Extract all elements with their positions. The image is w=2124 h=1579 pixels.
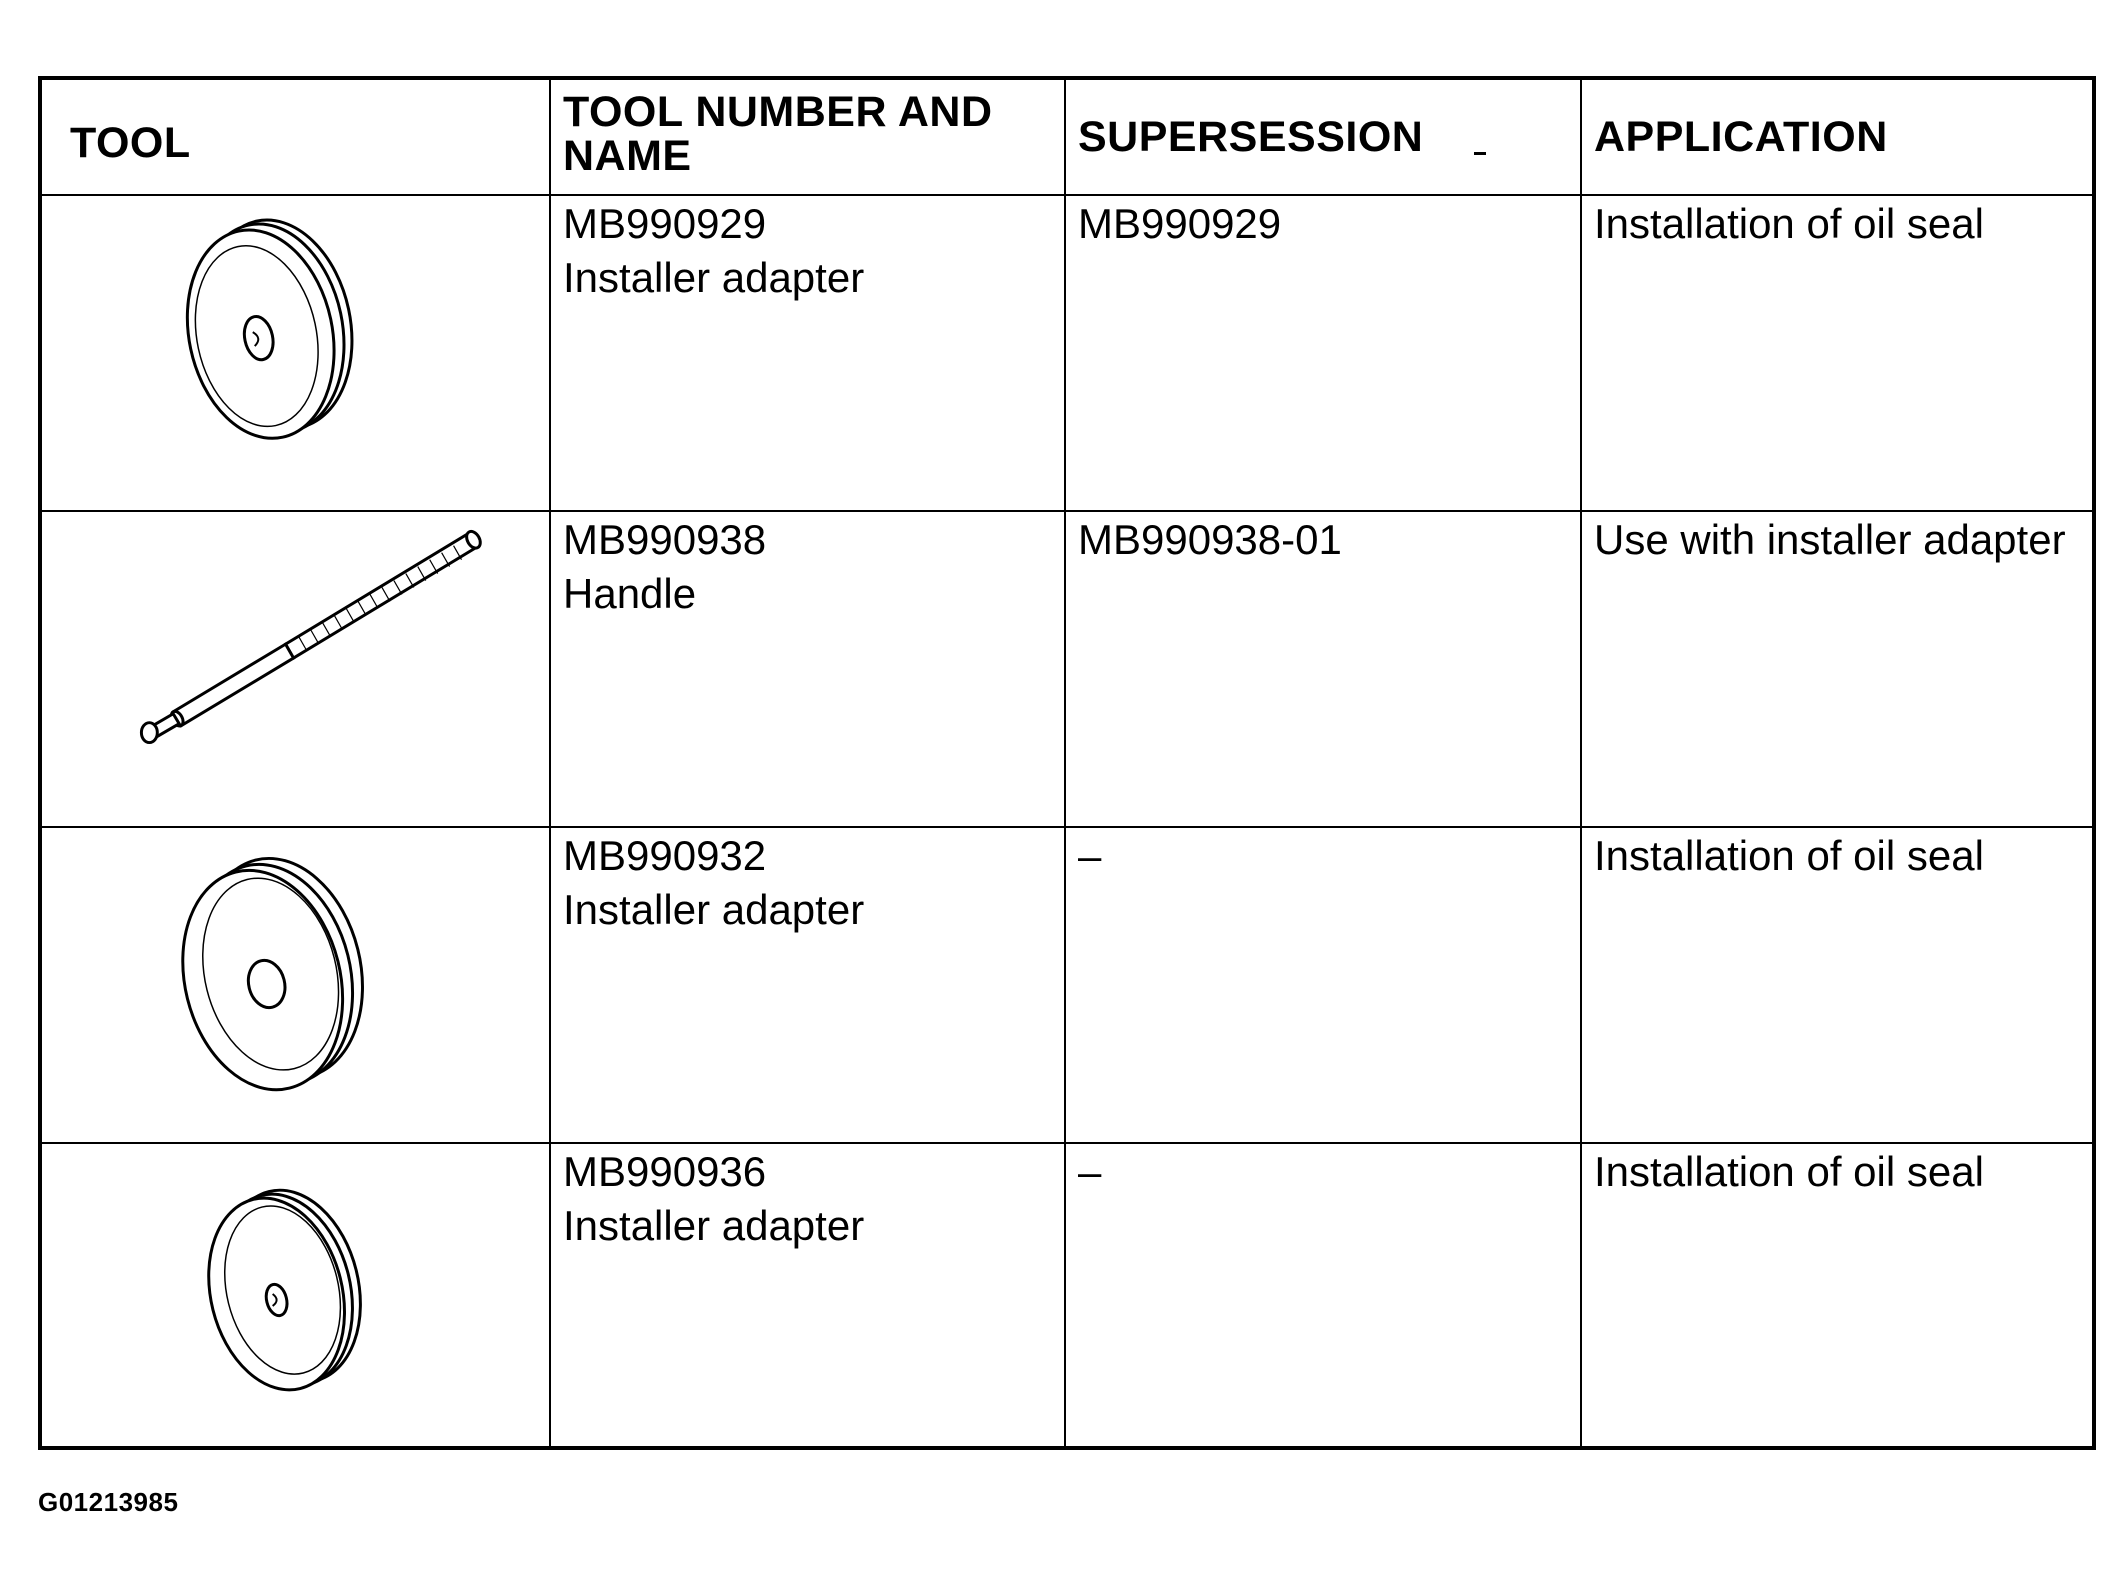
tool-name: Installer adapter [563,254,865,301]
figure-code: G01213985 [38,1487,179,1517]
application-value: Installation of oil seal [1594,1148,1984,1195]
header-supersession [1065,78,1581,195]
tool-number: MB990929 [563,200,767,247]
application-value: Use with installer adapter [1594,516,2066,563]
installer-adapter-icon [42,1144,549,1446]
supersession-cell [1065,827,1581,1143]
tool-number: MB990936 [563,1148,767,1195]
tool-illustration-cell [40,1143,550,1448]
tool-name: Handle [563,570,697,617]
application-cell [1581,1143,2094,1448]
application-value: Installation of oil seal [1594,200,1984,247]
special-tools-table [38,76,2096,1450]
header-tool [40,78,550,195]
supersession-value: – [1078,1148,1102,1195]
tool-illustration-cell [40,195,550,511]
tool-number: MB990938 [563,516,767,563]
application-cell [1581,195,2094,511]
supersession-cell [1065,195,1581,511]
table-header-row [40,78,2094,195]
tool-number-cell [550,1143,1065,1448]
application-value: Installation of oil seal [1594,832,1984,879]
supersession-cell [1065,1143,1581,1448]
tool-illustration-cell [40,511,550,827]
table-row [40,1143,2094,1448]
header-tool-number-label [551,90,1064,178]
application-cell [1581,511,2094,827]
header-supersession-label: SUPERSESSION [1078,113,1424,161]
tool-number-cell [550,827,1065,1143]
tool-number-cell [550,195,1065,511]
tool-name: Installer adapter [563,1202,865,1249]
header-application-label: APPLICATION [1594,113,1888,161]
tool-illustration-cell [40,827,550,1143]
header-tool-number-line2: NAME [563,132,692,180]
installer-adapter-icon [42,828,549,1142]
header-tool-number-line1: TOOL NUMBER AND [563,88,993,136]
tool-name: Installer adapter [563,886,865,933]
supersession-value: MB990929 [1078,200,1282,247]
application-cell [1581,827,2094,1143]
header-tool-number-and-name [550,78,1065,195]
tool-number-cell [550,511,1065,827]
supersession-value: MB990938-01 [1078,516,1342,563]
header-application [1581,78,2094,195]
stray-mark [1474,152,1486,155]
supersession-cell [1065,511,1581,827]
header-tool-label: TOOL [70,119,191,167]
tool-number: MB990932 [563,832,767,879]
supersession-value: – [1078,832,1102,879]
table-row [40,511,2094,827]
handle-icon [42,512,549,826]
table-row [40,195,2094,511]
table-row [40,827,2094,1143]
installer-adapter-icon [42,196,549,510]
